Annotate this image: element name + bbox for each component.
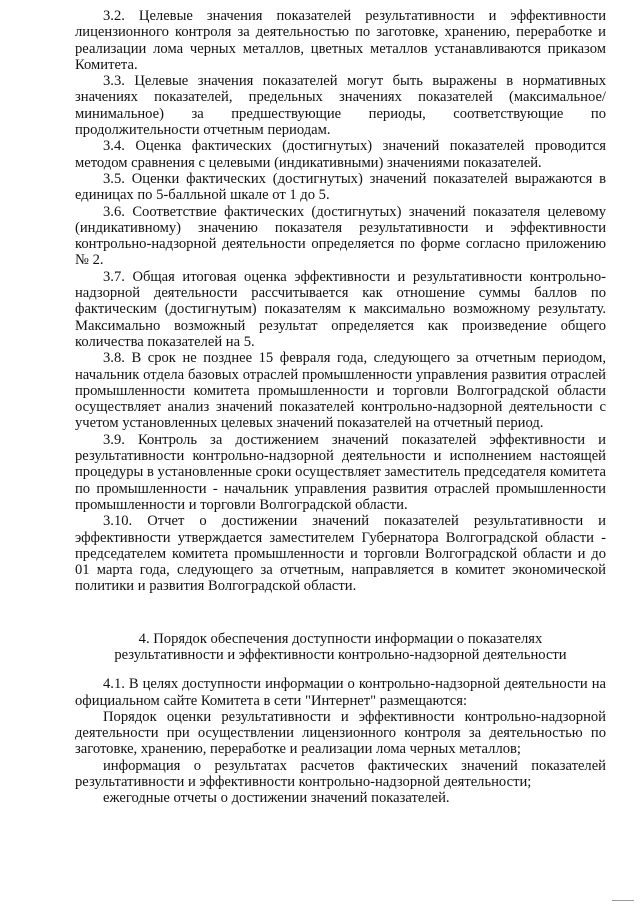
paragraph-3-7: 3.7. Общая итоговая оценка эффективности и результативности контрольно-надзорной деятельности рассчитывается как отношение суммы баллов по фактическим (достигнутым) показателям к максимально возможному результату. Максимально возможный результат определяется как произведение общего количества показателей на 5. xyxy=(75,268,606,350)
paragraph-3-10: 3.10. Отчет о достижении значений показателей результативности и эффективности утверждается заместителем Губернатора Волгоградской области - председателем комитета промышленности и торговли Волгоградской области и до 01 марта года, следующего за отчетным, направляется в комитет экономической политики и развития Волгоградской области. xyxy=(75,513,606,595)
scan-edge-mark xyxy=(612,900,634,901)
list-item-annual-reports: ежегодные отчеты о достижении значений показателей. xyxy=(103,790,450,807)
list-item-evaluation-procedure: Порядок оценки результативности и эффективности контрольно-надзорной деятельности при осуществлении лицензионного контроля за деятельностью по заготовке, хранению, переработке и реализации лома черных металлов; xyxy=(75,708,606,758)
paragraph-3-9: 3.9. Контроль за достижением значений показателей эффективности и результативности контрольно-надзорной деятельности и исполнением настоящей процедуры в установленные сроки осуществляет заместитель председателя комитета по промышленности - начальник управления развития отраслей промышленности промышленности и торговли Волгоградской области. xyxy=(75,431,606,513)
document-body xyxy=(75,8,606,807)
paragraph-3-2: 3.2. Целевые значения показателей результативности и эффективности лицензионного контроля за деятельностью по заготовке, хранению, переработке и реализации лома черных металлов, цветных металлов устанавливаются приказом Комитета. xyxy=(75,8,606,73)
paragraph-3-5: 3.5. Оценки фактических (достигнутых) значений показателей выражаются в единицах по 5-балльной шкале от 1 до 5. xyxy=(75,170,606,204)
paragraph-3-3: 3.3. Целевые значения показателей могут быть выражены в нормативных значениях показателей, предельных значениях показателей (максимальное/минимальное) за предшествующие периоды, соответствующие по продолжительности отчетным периодам. xyxy=(75,73,606,139)
section-heading-line-1: 4. Порядок обеспечения доступности информации о показателях xyxy=(138,630,543,647)
paragraph-3-8: 3.8. В срок не позднее 15 февраля года, следующего за отчетным периодом, начальник отдела базовых отраслей промышленности управления развития отраслей промышленности комитета промышленности и торговли Волгоградской области осуществляет анализ значений показателей контрольно-надзорной деятельности с учетом установленных целевых значений показателей на отчетный период. xyxy=(75,350,606,432)
paragraph-3-6: 3.6. Соответствие фактических (достигнутых) значений показателя целевому (индикативному) значению показателя результативности и эффективности контрольно-надзорной деятельности определяется по форме согласно приложению № 2. xyxy=(75,203,606,269)
paragraph-3-4: 3.4. Оценка фактических (достигнутых) значений показателей проводится методом сравнения с целевыми (индикативными) значениями показателей. xyxy=(75,138,606,171)
section-heading-line-2: результативности и эффективности контрольно-надзорной деятельности xyxy=(114,646,567,663)
section-4-heading xyxy=(75,631,606,664)
paragraph-4-1: 4.1. В целях доступности информации о контрольно-надзорной деятельности на официальном сайте Комитета в сети "Интернет" размещаются: xyxy=(75,676,606,709)
list-item-calculation-results: информация о результатах расчетов фактических значений показателей результативности и эффективности контрольно-надзорной деятельности; xyxy=(75,757,606,791)
